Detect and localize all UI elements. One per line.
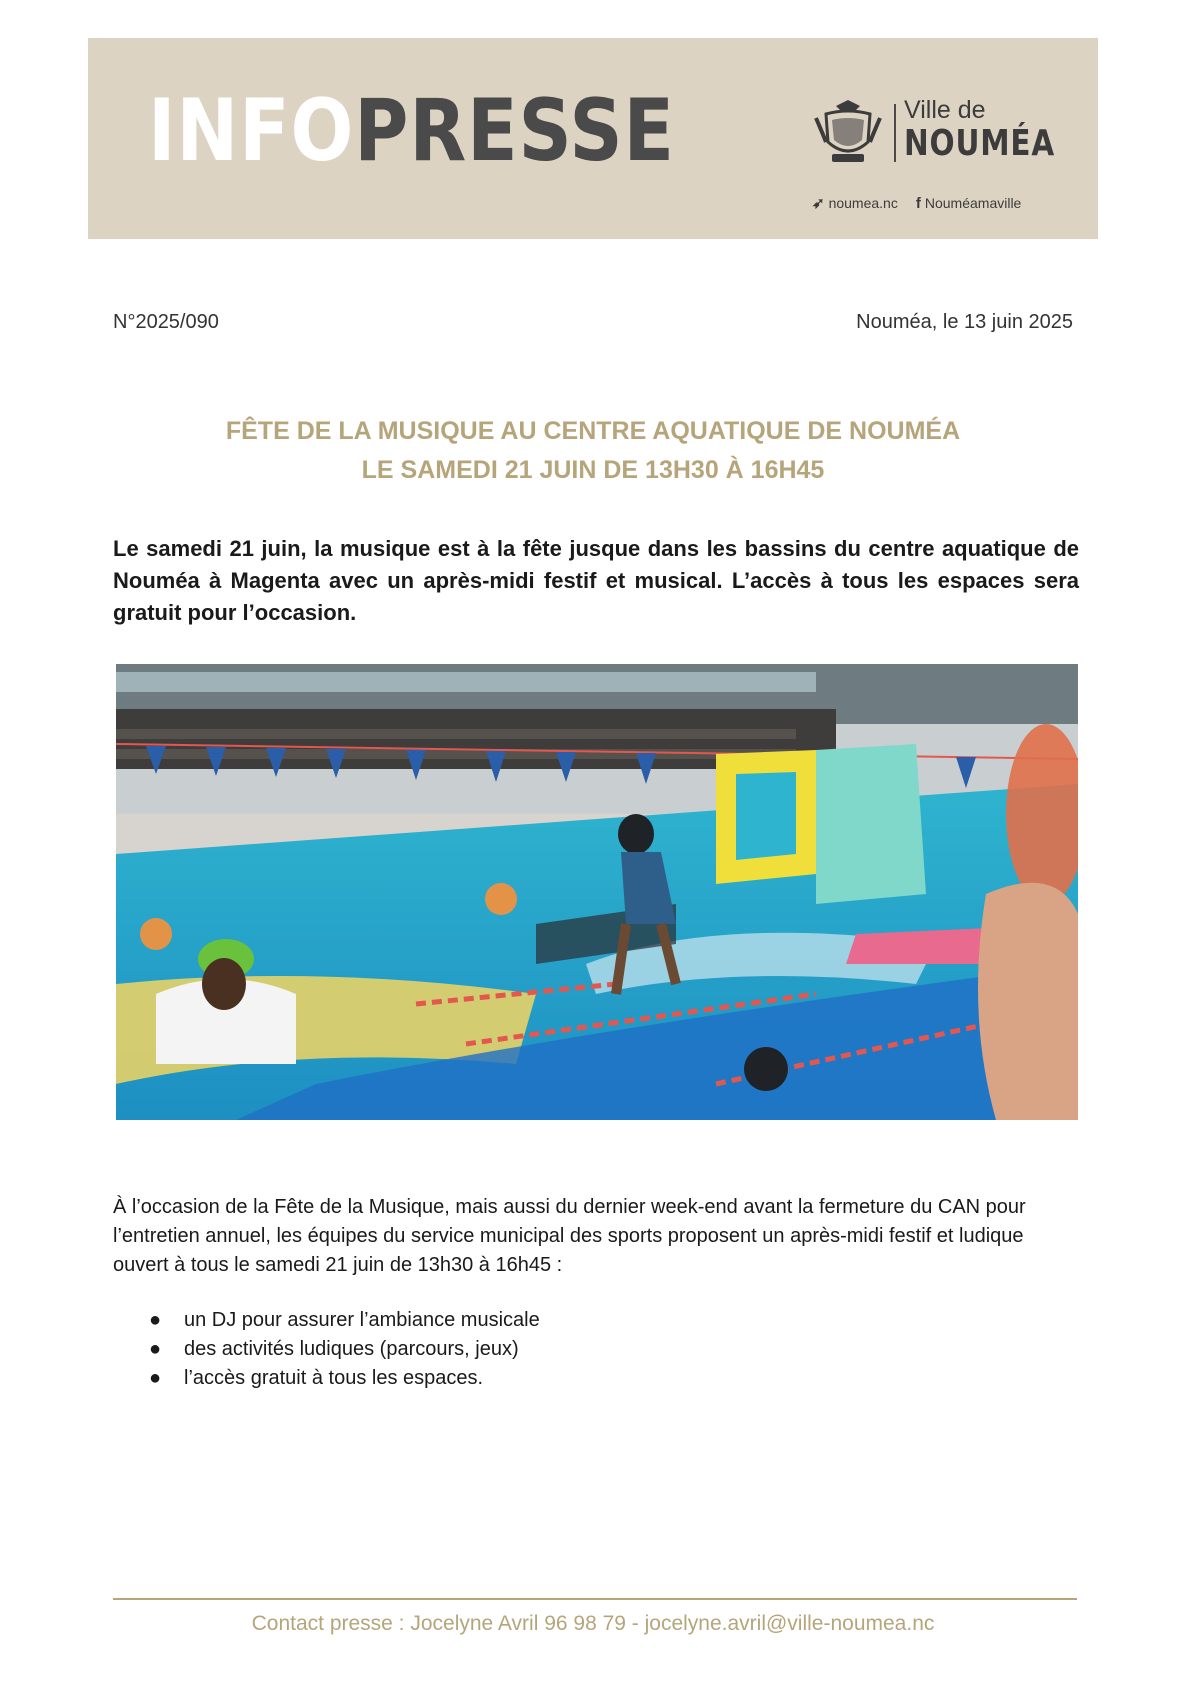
bullet-icon: ● <box>149 1338 162 1360</box>
brand-title <box>148 81 675 181</box>
logo-separator <box>894 104 896 162</box>
press-date: Nouméa, le 13 juin 2025 <box>856 311 1073 333</box>
list-item-text: des activités ludiques (parcours, jeux) <box>184 1338 519 1360</box>
pool-photo-illustration <box>116 664 1078 1120</box>
logo-website[interactable]: noumea.nc <box>828 195 898 211</box>
city-logo <box>812 96 1056 218</box>
brand-info: INFO <box>148 81 355 181</box>
headline-line-2: LE SAMEDI 21 JUIN DE 13H30 À 16H45 <box>361 456 825 484</box>
headline-line-1: FÊTE DE LA MUSIQUE AU CENTRE AQUATIQUE DE NOUMÉA <box>225 417 961 445</box>
brand-presse: PRESSE <box>354 81 675 181</box>
footer-divider <box>113 1598 1077 1600</box>
list-item-text: un DJ pour assurer l’ambiance musicale <box>184 1309 540 1331</box>
logo-socials <box>812 194 1021 212</box>
facebook-icon: f <box>915 194 921 212</box>
list-item <box>113 1364 540 1393</box>
pool-photo <box>116 664 1078 1120</box>
body-paragraph: À l’occasion de la Fête de la Musique, mais aussi du dernier week-end avant la fermeture du CAN pour l’entretien annuel, les équipes du service municipal des sports proposent un après-midi festif et ludique ouvert à tous le samedi 21 juin de 13h30 à 16h45 : <box>113 1196 1026 1276</box>
list-item <box>113 1335 540 1364</box>
crest-icon <box>812 98 884 168</box>
footer-contact: Contact presse : Jocelyne Avril 96 98 79 - jocelyne.avril@ville-noumea.nc <box>251 1612 935 1635</box>
list-item <box>113 1306 540 1335</box>
logo-facebook[interactable]: Nouméamaville <box>924 195 1022 211</box>
lead-paragraph: Le samedi 21 juin, la musique est à la fête jusque dans les bassins du centre aquatique de Nouméa à Magenta avec un après-midi festif et musical. L’accès à tous les espaces sera gratuit pour l’occasion. <box>113 536 1079 625</box>
press-reference: N°2025/090 <box>113 311 219 333</box>
bullet-icon: ● <box>149 1309 162 1331</box>
header-banner <box>88 38 1098 239</box>
bullet-icon: ● <box>149 1367 162 1389</box>
web-arrow-icon: ➶ <box>812 195 825 212</box>
activity-list <box>113 1306 540 1393</box>
list-item-text: l’accès gratuit à tous les espaces. <box>184 1367 484 1389</box>
logo-ville-de: Ville de <box>904 96 986 124</box>
logo-noumea: NOUMÉA <box>904 123 1056 164</box>
